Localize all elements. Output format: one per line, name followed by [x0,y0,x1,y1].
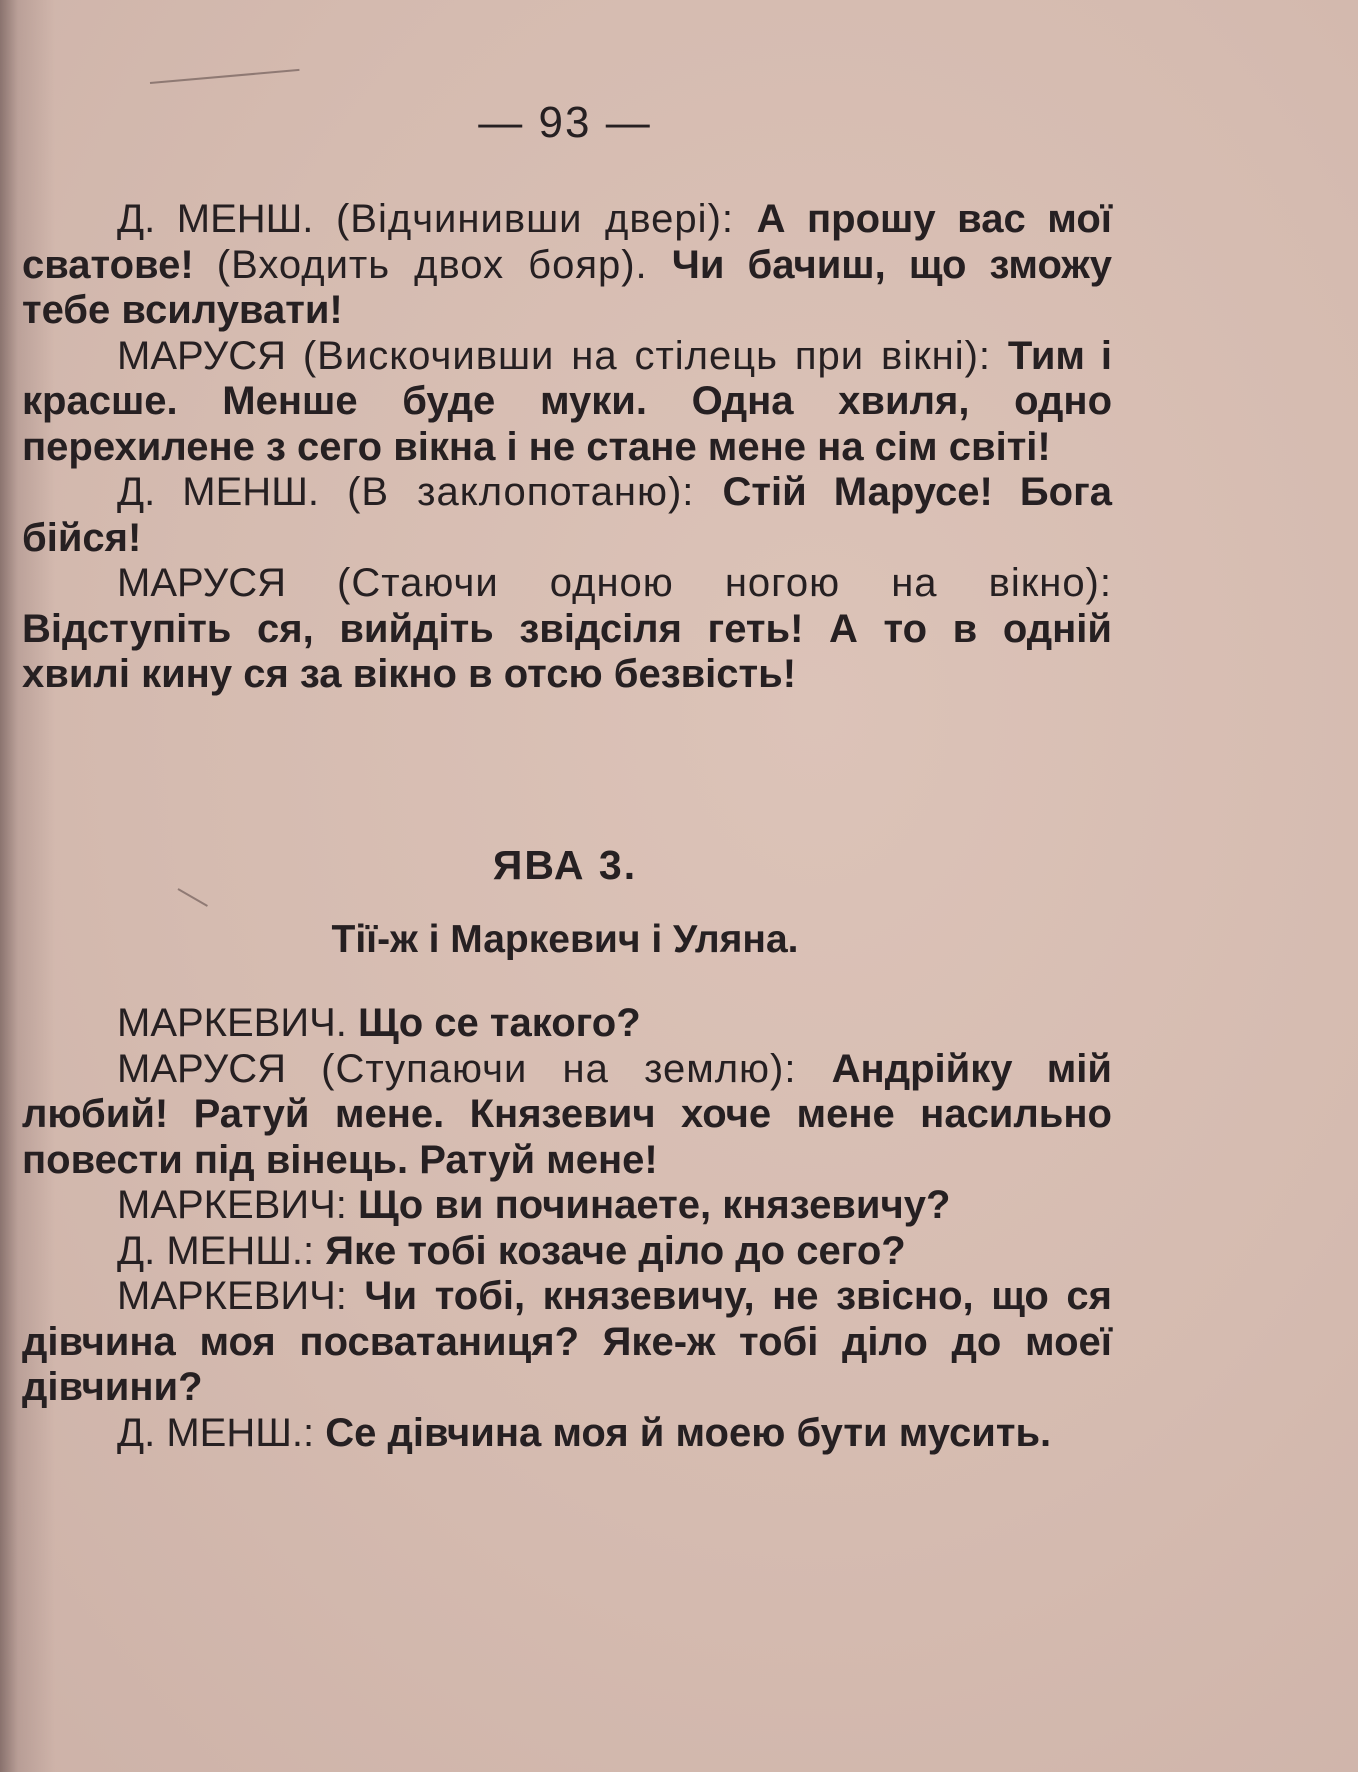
line-text: Що се такого? [346,1001,641,1045]
line-text: Се дівчина моя й моею бути мусить. [314,1410,1052,1455]
speaker-name: МАРКЕВИЧ. [117,1001,347,1045]
speaker-name: Д. МЕНШ.: [117,1410,315,1455]
speaker-name: Д. МЕНШ.: [117,1228,315,1273]
dialogue-paragraph [22,1274,1112,1411]
dialogue-paragraph [22,197,1112,334]
stage-direction: (Вискочивши на стілець при вікні): [285,333,1008,378]
speaker-name: Д. МЕНШ. [117,197,314,241]
line-text: Чи тобі, князевичу, не звісно, що ся дівчина моя посватаниця? Яке-ж тобі діло до моеї дівчини? [22,1274,1112,1409]
dialogue-paragraph [22,1001,1112,1047]
line-text: Чи бачиш, що зможу тебе всилувати! [22,242,1113,332]
speaker-name: МАРКЕВИЧ: [117,1183,347,1227]
speaker-name: МАРКЕВИЧ: [117,1274,347,1318]
speaker-name: МАРУСЯ [117,333,286,378]
line-text: Відступіть ся, вийдіть звідсіля геть! А то в одній хвилі кину ся за вікно в отсю безвість! [22,606,1112,696]
line-text: Що ви починаете, князевичу? [346,1183,951,1227]
page-number: — 93 — [478,98,652,147]
scene-title: ЯВА 3. [492,842,638,888]
line-text: А прошу вас мої сватове! [22,197,1113,287]
line-text: Яке тобі козаче діло до сего? [314,1228,906,1273]
dialogue-paragraph [22,334,1112,471]
dialogue-paragraph [22,470,1112,561]
dialogue-block-1 [22,197,1112,698]
line-text: Тим і красше. Менше буде муки. Одна хвиля, одно перехилене з сего вікна і не стане мене на сім світі! [22,333,1112,469]
speaker-name: МАРУСЯ [117,561,286,605]
dialogue-paragraph [22,561,1112,698]
scene-characters: Тії-ж і Маркевич і Уляна. [331,918,799,961]
stage-direction: (В заклопотаню): [318,470,723,514]
dialogue-paragraph [22,1229,1112,1275]
speaker-name: МАРУСЯ [117,1046,286,1091]
dialogue-paragraph [22,1047,1112,1184]
dialogue-paragraph [22,1183,1112,1229]
dialogue-paragraph [22,1411,1112,1457]
stage-direction: (Входить двох бояр). [216,242,672,287]
page-scratch-mark [150,69,300,84]
stage-direction: (Відчинивши двері): [313,197,757,241]
line-text: Стій Марусе! Бога бійся! [22,470,1112,560]
stage-direction: (Ступаючи на землю): [285,1046,832,1091]
page-scratch-mark [178,888,208,907]
speaker-name: Д. МЕНШ. [117,470,319,514]
dialogue-block-2 [22,1001,1112,1456]
stage-direction: (Стаючи одною ногою на вікно): [285,561,1112,605]
line-text: Андрійку мій любий! Ратуй мене. Князевич хоче мене насильно повести під вінець. Ратуй мене! [22,1046,1112,1182]
